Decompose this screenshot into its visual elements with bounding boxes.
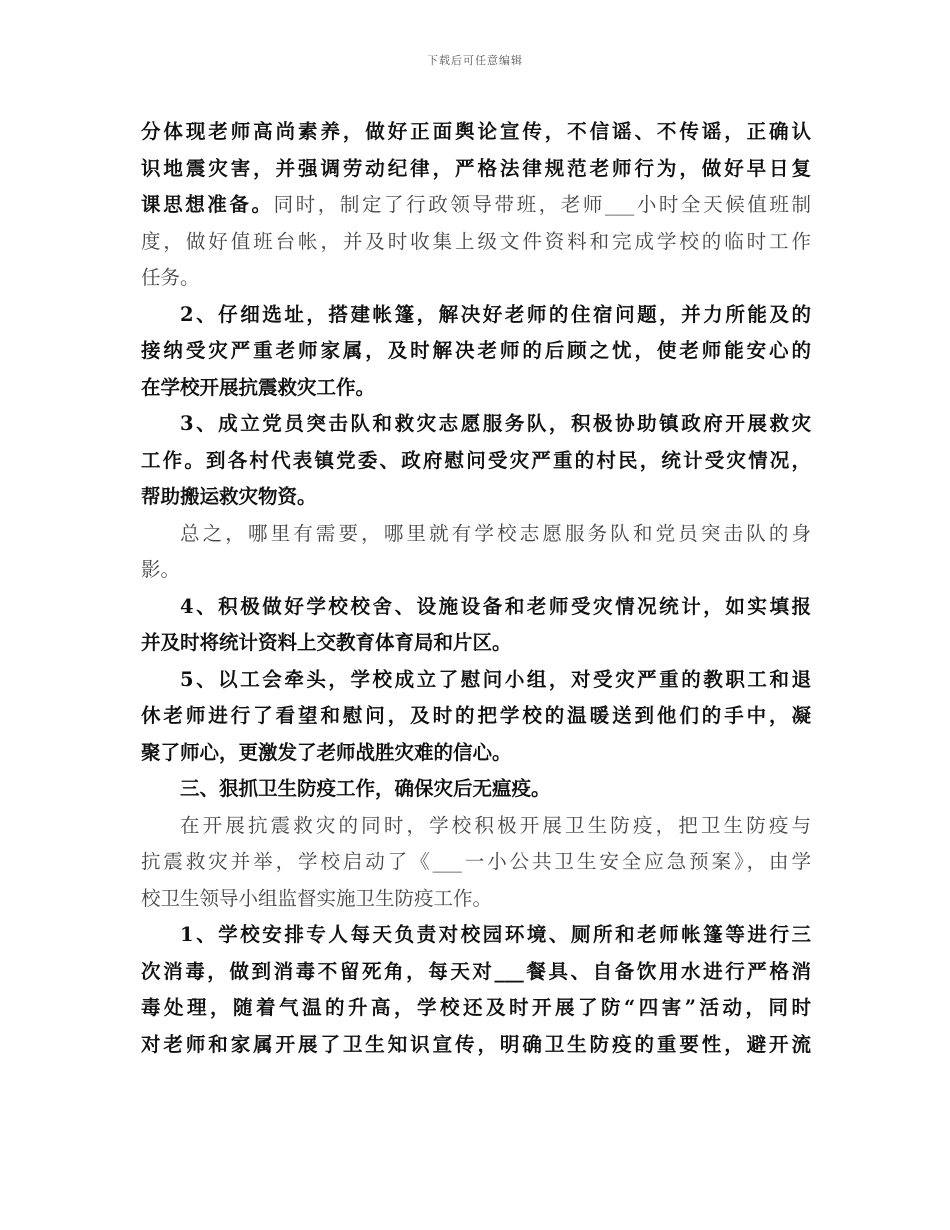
text-line: 次消毒，做到消毒不留死角，每天对___餐具、自备饮用水进行严格消 [141,959,811,983]
text-line: 1、学校安排专人每天负责对校园环境、厕所和老师帐篷等进行三 [180,923,811,946]
text-line: 度，做好值班台帐，并及时收集上级文件资料和完成学校的临时工作 [141,229,811,253]
text-segment: 课思想准备。 [141,193,274,216]
text-line: 任务。 [141,266,200,289]
text-segment: 同时，制定了行政领导带班，老师___小时全天候值班制 [273,193,811,216]
text-line: 影。 [141,558,181,581]
text-line [141,187,811,224]
text-line: 帮助搬运救灾物资。 [141,485,317,508]
text-line: 总之，哪里有需要，哪里就有学校志愿服务队和党员突击队的身 [180,521,811,545]
text-line: 识地震灾害，并强调劳动纪律，严格法律规范老师行为，做好早日复 [141,156,811,180]
text-line: 休老师进行了看望和慰问，及时的把学校的温暖送到他们的手中，凝 [141,704,811,727]
text-line: 在学校开展抗震救灾工作。 [141,375,376,399]
text-line: 4、积极做好学校校舍、设施设备和老师受灾情况统计，如实填报 [180,594,811,618]
text-line: 在开展抗震救灾的同时，学校积极开展卫生防疫，把卫生防疫与 [180,813,811,837]
text-line: 聚了师心，更激发了老师战胜灾难的信心。 [141,740,512,764]
text-line: 2、仔细选址，搭建帐篷，解决好老师的住宿问题，并力所能及的 [180,302,811,326]
page-header: 下载后可任意编辑 [427,54,523,67]
text-line: 5、以工会牵头，学校成立了慰问小组，对受灾严重的教职工和退 [180,667,811,691]
text-line: 抗震救灾并举，学校启动了《___一小公共卫生安全应急预案》，由学 [141,850,811,873]
text-line: 校卫生领导小组监督实施卫生防疫工作。 [141,886,493,910]
text-line: 三、狠抓卫生防疫工作，确保灾后无瘟疫。 [180,777,551,800]
text-line: 3、成立党员突击队和救灾志愿服务队，积极协助镇政府开展救灾 [180,412,811,435]
text-line: 毒处理，随着气温的升高，学校还及时开展了防“四害”活动，同时 [141,996,811,1019]
text-line: 分体现老师高尚素养，做好正面舆论宣传，不信谣、不传谣，正确认 [141,120,811,143]
text-line: 接纳受灾严重老师家属，及时解决老师的后顾之忧，使老师能安心的 [141,339,811,362]
text-line: 并及时将统计资料上交教育体育局和片区。 [141,631,512,654]
text-line: 对老师和家属开展了卫生知识宣传，明确卫生防疫的重要性，避开流 [141,1032,811,1056]
document-body [141,114,811,1063]
text-line: 工作。到各村代表镇党委、政府慰问受灾严重的村民，统计受灾情况， [141,448,811,472]
